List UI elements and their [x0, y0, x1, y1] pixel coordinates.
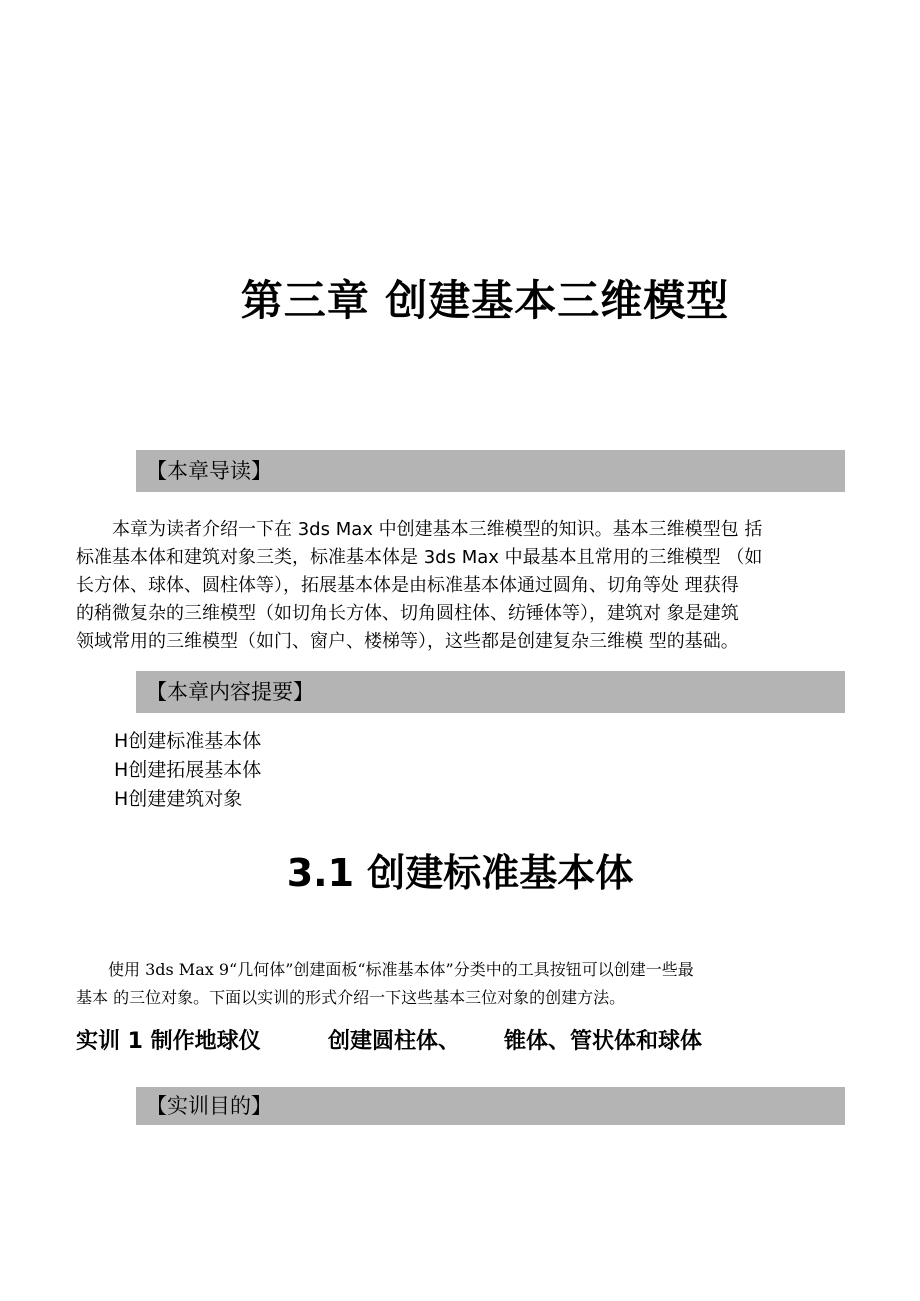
section-paragraph: [76, 956, 840, 1012]
intro-line: 本章为读者介绍一下在 3ds Max 中创建基本三维模型的知识。基本三维模型包 括: [76, 519, 763, 540]
intro-line: 的稍微复杂的三维模型（如切角长方体、切角圆柱体、纺锤体等），建筑对 象是建筑: [76, 603, 739, 624]
section-line: 基本 的三位对象。下面以实训的形式介绍一下这些基本三位对象的创建方法。: [76, 988, 626, 1007]
list-item: H创建建筑对象: [114, 788, 243, 810]
section-line: 使用 3ds Max 9“几何体”创建面板“标准基本体”分类中的工具按钮可以创建一些最: [76, 960, 694, 979]
list-item: H创建拓展基本体: [114, 759, 262, 781]
intro-line: 领域常用的三维模型（如门、窗户、楼梯等），这些都是创建复杂三维模 型的基础。: [76, 631, 739, 652]
section-title: 3.1 创建标准基本体: [286, 851, 634, 895]
summary-heading: 【本章内容提要】: [146, 680, 314, 704]
objective-heading: 【实训目的】: [146, 1094, 272, 1118]
drill-title: [76, 1024, 702, 1055]
chapter-title: 第三章 创建基本三维模型: [240, 276, 730, 325]
intro-paragraph: [76, 516, 840, 656]
objective-heading-bar: [136, 1087, 845, 1125]
intro-line: 长方体、球体、圆柱体等），拓展基本体是由标准基本体通过圆角、切角等处 理获得: [76, 575, 739, 596]
summary-list: [114, 727, 261, 814]
list-item: H创建标准基本体: [114, 730, 262, 752]
drill-title-part: 创建圆柱体、: [328, 1029, 461, 1054]
drill-title-part: 锥体、管状体和球体: [504, 1029, 703, 1054]
summary-heading-bar: [136, 671, 845, 713]
intro-heading-bar: [136, 450, 845, 492]
drill-title-part: 实训 1 制作地球仪: [76, 1029, 261, 1054]
intro-line: 标准基本体和建筑对象三类，标准基本体是 3ds Max 中最基本且常用的三维模型 （如: [76, 547, 763, 568]
intro-heading: 【本章导读】: [146, 459, 272, 483]
